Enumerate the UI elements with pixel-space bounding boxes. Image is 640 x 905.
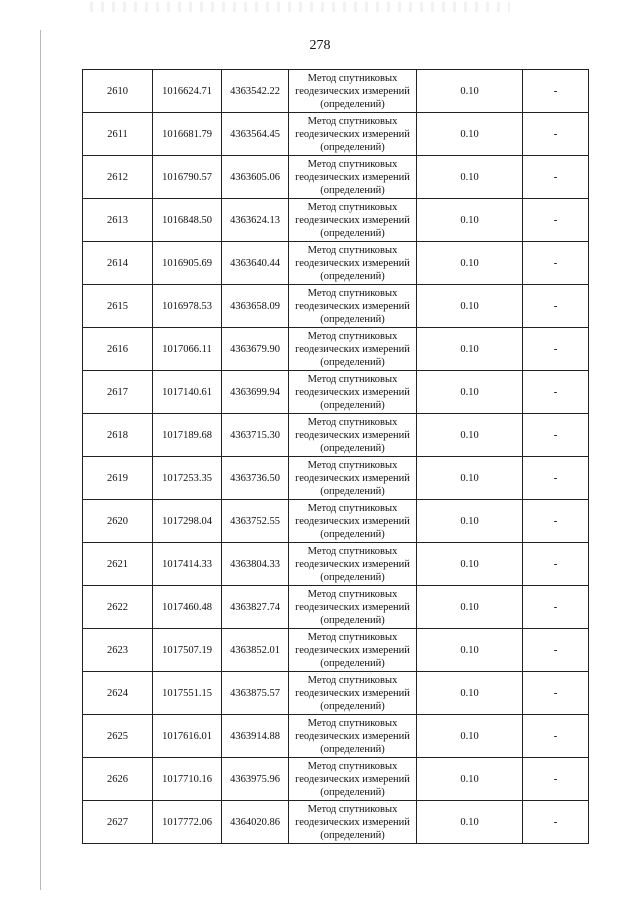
table-row xyxy=(83,156,589,199)
method-cell xyxy=(289,156,417,199)
point-number-cell: 2625 xyxy=(83,715,153,758)
note-cell: - xyxy=(523,457,589,500)
table-row xyxy=(83,113,589,156)
y-coordinate-cell: 4363715.30 xyxy=(222,414,289,457)
method-line: (определений) xyxy=(320,829,385,841)
method-line: геодезических измерений xyxy=(295,558,410,570)
method-line: геодезических измерений xyxy=(295,386,410,398)
method-line: (определений) xyxy=(320,270,385,282)
scan-margin-line xyxy=(40,30,41,890)
point-number-cell: 2616 xyxy=(83,328,153,371)
method-line: (определений) xyxy=(320,356,385,368)
y-coordinate-cell: 4363605.06 xyxy=(222,156,289,199)
method-line: (определений) xyxy=(320,786,385,798)
method-cell xyxy=(289,715,417,758)
method-cell xyxy=(289,543,417,586)
y-coordinate-cell: 4363542.22 xyxy=(222,70,289,113)
accuracy-cell: 0.10 xyxy=(417,414,523,457)
method-line: геодезических измерений xyxy=(295,644,410,656)
y-coordinate-cell: 4363914.88 xyxy=(222,715,289,758)
y-coordinate-cell: 4363699.94 xyxy=(222,371,289,414)
accuracy-cell: 0.10 xyxy=(417,285,523,328)
accuracy-cell: 0.10 xyxy=(417,586,523,629)
note-cell: - xyxy=(523,715,589,758)
y-coordinate-cell: 4363679.90 xyxy=(222,328,289,371)
point-number-cell: 2626 xyxy=(83,758,153,801)
method-line: геодезических измерений xyxy=(295,515,410,527)
note-cell: - xyxy=(523,156,589,199)
page-number: 278 xyxy=(309,38,331,53)
y-coordinate-cell: 4363624.13 xyxy=(222,199,289,242)
table-row xyxy=(83,457,589,500)
method-line: (определений) xyxy=(320,98,385,110)
method-line: (определений) xyxy=(320,700,385,712)
table-row xyxy=(83,715,589,758)
y-coordinate-cell: 4363640.44 xyxy=(222,242,289,285)
x-coordinate-cell: 1017551.15 xyxy=(153,672,222,715)
method-line: (определений) xyxy=(320,743,385,755)
method-line: Метод спутниковых xyxy=(307,674,398,686)
y-coordinate-cell: 4363827.74 xyxy=(222,586,289,629)
method-line: геодезических измерений xyxy=(295,816,410,828)
method-line: (определений) xyxy=(320,227,385,239)
scan-noise xyxy=(90,2,510,12)
method-line: (определений) xyxy=(320,614,385,626)
method-line: геодезических измерений xyxy=(295,601,410,613)
method-line: (определений) xyxy=(320,184,385,196)
y-coordinate-cell: 4364020.86 xyxy=(222,801,289,844)
point-number-cell: 2613 xyxy=(83,199,153,242)
x-coordinate-cell: 1016790.57 xyxy=(153,156,222,199)
method-line: Метод спутниковых xyxy=(307,72,398,84)
accuracy-cell: 0.10 xyxy=(417,156,523,199)
method-line: геодезических измерений xyxy=(295,214,410,226)
point-number-cell: 2622 xyxy=(83,586,153,629)
method-cell xyxy=(289,285,417,328)
table-row xyxy=(83,586,589,629)
point-number-cell: 2621 xyxy=(83,543,153,586)
method-line: (определений) xyxy=(320,485,385,497)
point-number-cell: 2615 xyxy=(83,285,153,328)
accuracy-cell: 0.10 xyxy=(417,242,523,285)
method-line: Метод спутниковых xyxy=(307,330,398,342)
x-coordinate-cell: 1016624.71 xyxy=(153,70,222,113)
table-row xyxy=(83,199,589,242)
y-coordinate-cell: 4363804.33 xyxy=(222,543,289,586)
method-cell xyxy=(289,328,417,371)
point-number-cell: 2611 xyxy=(83,113,153,156)
x-coordinate-cell: 1016681.79 xyxy=(153,113,222,156)
y-coordinate-cell: 4363852.01 xyxy=(222,629,289,672)
note-cell: - xyxy=(523,285,589,328)
x-coordinate-cell: 1017710.16 xyxy=(153,758,222,801)
accuracy-cell: 0.10 xyxy=(417,629,523,672)
table-row xyxy=(83,414,589,457)
method-line: геодезических измерений xyxy=(295,730,410,742)
x-coordinate-cell: 1017507.19 xyxy=(153,629,222,672)
x-coordinate-cell: 1017616.01 xyxy=(153,715,222,758)
table-row xyxy=(83,328,589,371)
method-line: Метод спутниковых xyxy=(307,760,398,772)
note-cell: - xyxy=(523,414,589,457)
table-row xyxy=(83,629,589,672)
method-line: геодезических измерений xyxy=(295,472,410,484)
method-line: (определений) xyxy=(320,313,385,325)
method-line: геодезических измерений xyxy=(295,687,410,699)
x-coordinate-cell: 1017460.48 xyxy=(153,586,222,629)
method-line: Метод спутниковых xyxy=(307,631,398,643)
y-coordinate-cell: 4363658.09 xyxy=(222,285,289,328)
method-line: Метод спутниковых xyxy=(307,416,398,428)
method-line: геодезических измерений xyxy=(295,300,410,312)
note-cell: - xyxy=(523,242,589,285)
note-cell: - xyxy=(523,500,589,543)
x-coordinate-cell: 1017066.11 xyxy=(153,328,222,371)
method-line: Метод спутниковых xyxy=(307,588,398,600)
method-line: Метод спутниковых xyxy=(307,158,398,170)
method-cell xyxy=(289,70,417,113)
method-line: Метод спутниковых xyxy=(307,287,398,299)
y-coordinate-cell: 4363564.45 xyxy=(222,113,289,156)
point-number-cell: 2610 xyxy=(83,70,153,113)
table-row xyxy=(83,371,589,414)
x-coordinate-cell: 1017298.04 xyxy=(153,500,222,543)
y-coordinate-cell: 4363752.55 xyxy=(222,500,289,543)
x-coordinate-cell: 1017772.06 xyxy=(153,801,222,844)
coordinates-table xyxy=(82,69,589,844)
table-row xyxy=(83,758,589,801)
method-cell xyxy=(289,414,417,457)
method-line: геодезических измерений xyxy=(295,171,410,183)
method-line: (определений) xyxy=(320,442,385,454)
accuracy-cell: 0.10 xyxy=(417,500,523,543)
table-row xyxy=(83,672,589,715)
point-number-cell: 2612 xyxy=(83,156,153,199)
table-row xyxy=(83,242,589,285)
note-cell: - xyxy=(523,586,589,629)
method-cell xyxy=(289,457,417,500)
method-line: Метод спутниковых xyxy=(307,717,398,729)
method-line: геодезических измерений xyxy=(295,429,410,441)
y-coordinate-cell: 4363875.57 xyxy=(222,672,289,715)
method-line: Метод спутниковых xyxy=(307,201,398,213)
method-line: Метод спутниковых xyxy=(307,244,398,256)
point-number-cell: 2617 xyxy=(83,371,153,414)
point-number-cell: 2627 xyxy=(83,801,153,844)
accuracy-cell: 0.10 xyxy=(417,113,523,156)
method-line: геодезических измерений xyxy=(295,128,410,140)
method-line: геодезических измерений xyxy=(295,257,410,269)
point-number-cell: 2623 xyxy=(83,629,153,672)
method-cell xyxy=(289,371,417,414)
accuracy-cell: 0.10 xyxy=(417,801,523,844)
method-cell xyxy=(289,242,417,285)
point-number-cell: 2614 xyxy=(83,242,153,285)
accuracy-cell: 0.10 xyxy=(417,70,523,113)
method-line: (определений) xyxy=(320,399,385,411)
table-body xyxy=(83,70,589,844)
method-cell xyxy=(289,500,417,543)
method-line: (определений) xyxy=(320,571,385,583)
x-coordinate-cell: 1017140.61 xyxy=(153,371,222,414)
method-line: Метод спутниковых xyxy=(307,502,398,514)
accuracy-cell: 0.10 xyxy=(417,328,523,371)
x-coordinate-cell: 1016848.50 xyxy=(153,199,222,242)
y-coordinate-cell: 4363736.50 xyxy=(222,457,289,500)
method-cell xyxy=(289,758,417,801)
note-cell: - xyxy=(523,543,589,586)
method-line: геодезических измерений xyxy=(295,343,410,355)
method-line: Метод спутниковых xyxy=(307,459,398,471)
point-number-cell: 2620 xyxy=(83,500,153,543)
method-line: геодезических измерений xyxy=(295,773,410,785)
table-row xyxy=(83,70,589,113)
accuracy-cell: 0.10 xyxy=(417,543,523,586)
method-cell xyxy=(289,672,417,715)
point-number-cell: 2619 xyxy=(83,457,153,500)
method-line: Метод спутниковых xyxy=(307,373,398,385)
x-coordinate-cell: 1017414.33 xyxy=(153,543,222,586)
x-coordinate-cell: 1016905.69 xyxy=(153,242,222,285)
point-number-cell: 2624 xyxy=(83,672,153,715)
note-cell: - xyxy=(523,629,589,672)
method-line: (определений) xyxy=(320,528,385,540)
method-line: (определений) xyxy=(320,657,385,669)
x-coordinate-cell: 1016978.53 xyxy=(153,285,222,328)
method-cell xyxy=(289,113,417,156)
accuracy-cell: 0.10 xyxy=(417,457,523,500)
accuracy-cell: 0.10 xyxy=(417,758,523,801)
method-line: (определений) xyxy=(320,141,385,153)
note-cell: - xyxy=(523,758,589,801)
table-row xyxy=(83,801,589,844)
table-row xyxy=(83,500,589,543)
note-cell: - xyxy=(523,70,589,113)
point-number-cell: 2618 xyxy=(83,414,153,457)
accuracy-cell: 0.10 xyxy=(417,199,523,242)
method-cell xyxy=(289,199,417,242)
x-coordinate-cell: 1017253.35 xyxy=(153,457,222,500)
method-cell xyxy=(289,586,417,629)
method-cell xyxy=(289,801,417,844)
table-row xyxy=(83,285,589,328)
accuracy-cell: 0.10 xyxy=(417,715,523,758)
method-cell xyxy=(289,629,417,672)
note-cell: - xyxy=(523,672,589,715)
note-cell: - xyxy=(523,113,589,156)
method-line: геодезических измерений xyxy=(295,85,410,97)
note-cell: - xyxy=(523,371,589,414)
y-coordinate-cell: 4363975.96 xyxy=(222,758,289,801)
method-line: Метод спутниковых xyxy=(307,803,398,815)
accuracy-cell: 0.10 xyxy=(417,672,523,715)
x-coordinate-cell: 1017189.68 xyxy=(153,414,222,457)
accuracy-cell: 0.10 xyxy=(417,371,523,414)
method-line: Метод спутниковых xyxy=(307,545,398,557)
note-cell: - xyxy=(523,328,589,371)
note-cell: - xyxy=(523,199,589,242)
method-line: Метод спутниковых xyxy=(307,115,398,127)
table-row xyxy=(83,543,589,586)
note-cell: - xyxy=(523,801,589,844)
